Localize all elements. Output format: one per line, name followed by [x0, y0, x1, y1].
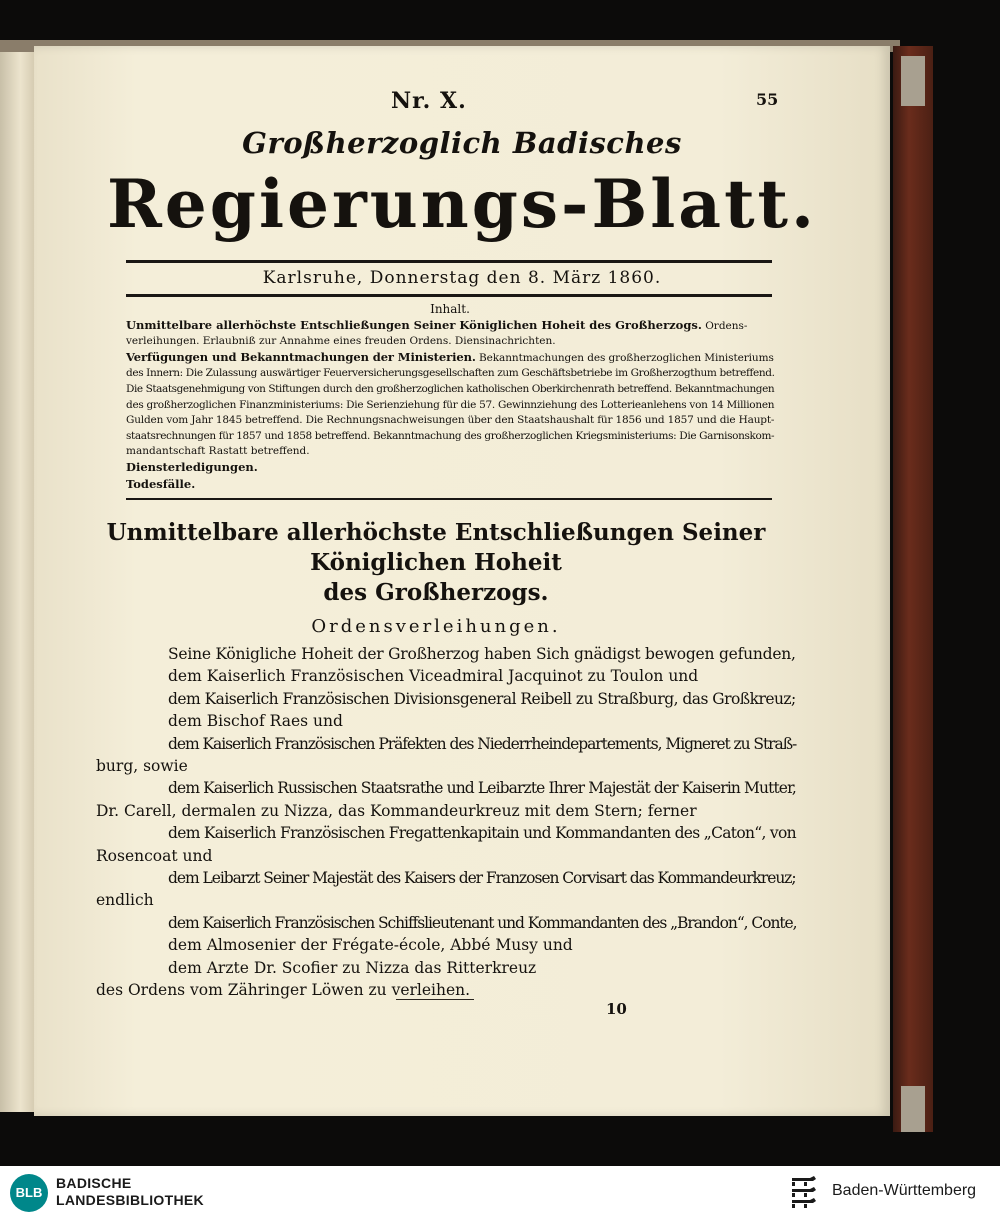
- body-line: Seine Königliche Hoheit der Großherzog haben Sich gnädigst bewogen gefunden,: [168, 645, 796, 663]
- body-line: dem Kaiserlich Französischen Fregattenkapitain und Kommandanten des „Caton“, von: [168, 824, 796, 843]
- publication-title: Regierungs-Blatt.: [106, 165, 818, 243]
- table-of-contents: [126, 302, 774, 493]
- body-line: des Ordens vom Zähringer Löwen zu verleihen.: [96, 981, 471, 1000]
- body-lines: [96, 643, 797, 1002]
- body-line: dem Almosenier der Frégate-école, Abbé Musy und: [168, 936, 573, 955]
- toc-line: [126, 477, 774, 494]
- toc-section-name: Todesfälle.: [126, 476, 196, 491]
- toc-rule: [126, 498, 772, 500]
- cover-band-top: [901, 56, 925, 106]
- toc-description: Gulden vom Jahr 1845 betreffend. Die Rechnungsnachweisungen über den Staatshaushalt für 1856 und 1857 und die Haupt-: [126, 414, 775, 427]
- body-line: Rosencoat und: [96, 846, 213, 865]
- toc-line: [126, 460, 774, 477]
- state-name[interactable]: Baden-Württemberg: [832, 1182, 977, 1199]
- toc-description: staatsrechnungen für 1857 und 1858 betreffend. Bekanntmachung des großherzoglichen Kriegsministeriums: Die Garnisonskom-: [126, 429, 775, 442]
- body-line: dem Kaiserlich Französischen Präfekten des Niederrheindepartements, Migneret zu Straß-: [168, 734, 797, 753]
- toc-line: [126, 318, 774, 335]
- issue-number: Nr. X.: [391, 88, 467, 114]
- title-rule-bottom: [126, 294, 772, 297]
- library-name: [56, 1175, 204, 1209]
- dateline: Karlsruhe, Donnerstag den 8. März 1860.: [262, 268, 662, 288]
- toc-section-name: Diensterledigungen.: [126, 459, 258, 474]
- subheading: Ordensverleihungen.: [311, 616, 561, 637]
- blb-logo[interactable]: BLB: [10, 1174, 48, 1212]
- body-line: burg, sowie: [96, 757, 188, 776]
- three-lions-icon: [788, 1174, 822, 1210]
- section-title-line-1: Unmittelbare allerhöchste Entschließungen Seiner Königlichen Hoheit: [106, 519, 766, 576]
- toc-line: [126, 429, 774, 445]
- body-line: dem Kaiserlich Französischen Schiffslieutenant und Kommandanten des „Brandon“, Conte,: [168, 913, 797, 932]
- body-line: dem Arzte Dr. Scofier zu Nizza das Ritterkreuz: [168, 958, 537, 977]
- footer-bar: [0, 1166, 1000, 1218]
- body-line: dem Bischof Raes und: [168, 712, 343, 731]
- body-line: Dr. Carell, dermalen zu Nizza, das Kommandeurkreuz mit dem Stern; ferner: [96, 801, 697, 820]
- section-title-line-2: des Großherzogs.: [323, 579, 549, 606]
- section-body: [96, 518, 797, 1002]
- toc-description: Bekanntmachungen des großherzoglichen Ministeriums: [475, 351, 774, 364]
- toc-line: [126, 398, 774, 414]
- toc-section-name: Verfügungen und Bekanntmachungen der Ministerien.: [126, 349, 476, 364]
- toc-section-name: Unmittelbare allerhöchste Entschließungen Seiner Königlichen Hoheit des Großherzogs.: [126, 317, 702, 332]
- body-line: dem Kaiserlich Französischen Viceadmiral Jacquinot zu Toulon und: [168, 667, 699, 686]
- toc-description: mandantschaft Rastatt betreffend.: [126, 445, 310, 458]
- previous-page-edge: [0, 52, 35, 1112]
- title-rule-top: [126, 260, 772, 263]
- body-line: dem Leibarzt Seiner Majestät des Kaisers der Franzosen Corvisart das Kommandeurkreuz;: [168, 869, 796, 888]
- cover-band-bottom: [901, 1086, 925, 1132]
- signature-mark: 10: [606, 1000, 627, 1018]
- toc-line: [126, 350, 774, 367]
- publication-supertitle: Großherzoglich Badisches: [242, 126, 682, 160]
- toc-description: verleihungen. Erlaubniß zur Annahme eines freuden Ordens. Diensinachrichten.: [126, 335, 556, 348]
- page-number: 55: [756, 90, 779, 109]
- toc-heading: Inhalt.: [430, 302, 470, 316]
- section-title: [96, 518, 776, 608]
- closing-rule: [396, 999, 474, 1000]
- toc-description: des Innern: Die Zulassung auswärtiger Feuerversicherungsgesellschaften zum Geschäftsbetriebe im Großherzogthum betreffend.: [126, 367, 775, 380]
- body-line: endlich: [96, 891, 154, 910]
- toc-line: [126, 382, 774, 398]
- book-cover-right-edge: [893, 46, 933, 1132]
- document-page: [34, 46, 890, 1116]
- library-name-line-1: BADISCHE: [56, 1175, 132, 1191]
- body-line: dem Kaiserlich Russischen Staatsrathe und Leibarzte Ihrer Majestät der Kaiserin Mutter,: [168, 779, 796, 798]
- toc-description: des großherzoglichen Finanzministeriums: Die Serienziehung für die 57. Gewinnziehung des Lotterieanlehens von 14 Millionen: [126, 398, 775, 411]
- toc-lines: [126, 318, 774, 494]
- toc-description: Die Staatsgenehmigung von Stiftungen durch den großherzoglichen katholischen Oberkirchenrath betreffend. Bekanntmachungen: [126, 382, 775, 395]
- library-name-line-2: LANDESBIBLIOTHEK: [56, 1192, 204, 1208]
- toc-line: [126, 413, 774, 429]
- toc-line: [126, 444, 774, 460]
- toc-line: [126, 334, 774, 350]
- toc-description: Ordens-: [701, 319, 748, 332]
- body-line: dem Kaiserlich Französischen Divisionsgeneral Reibell zu Straßburg, das Großkreuz;: [168, 689, 796, 708]
- toc-line: [126, 366, 774, 382]
